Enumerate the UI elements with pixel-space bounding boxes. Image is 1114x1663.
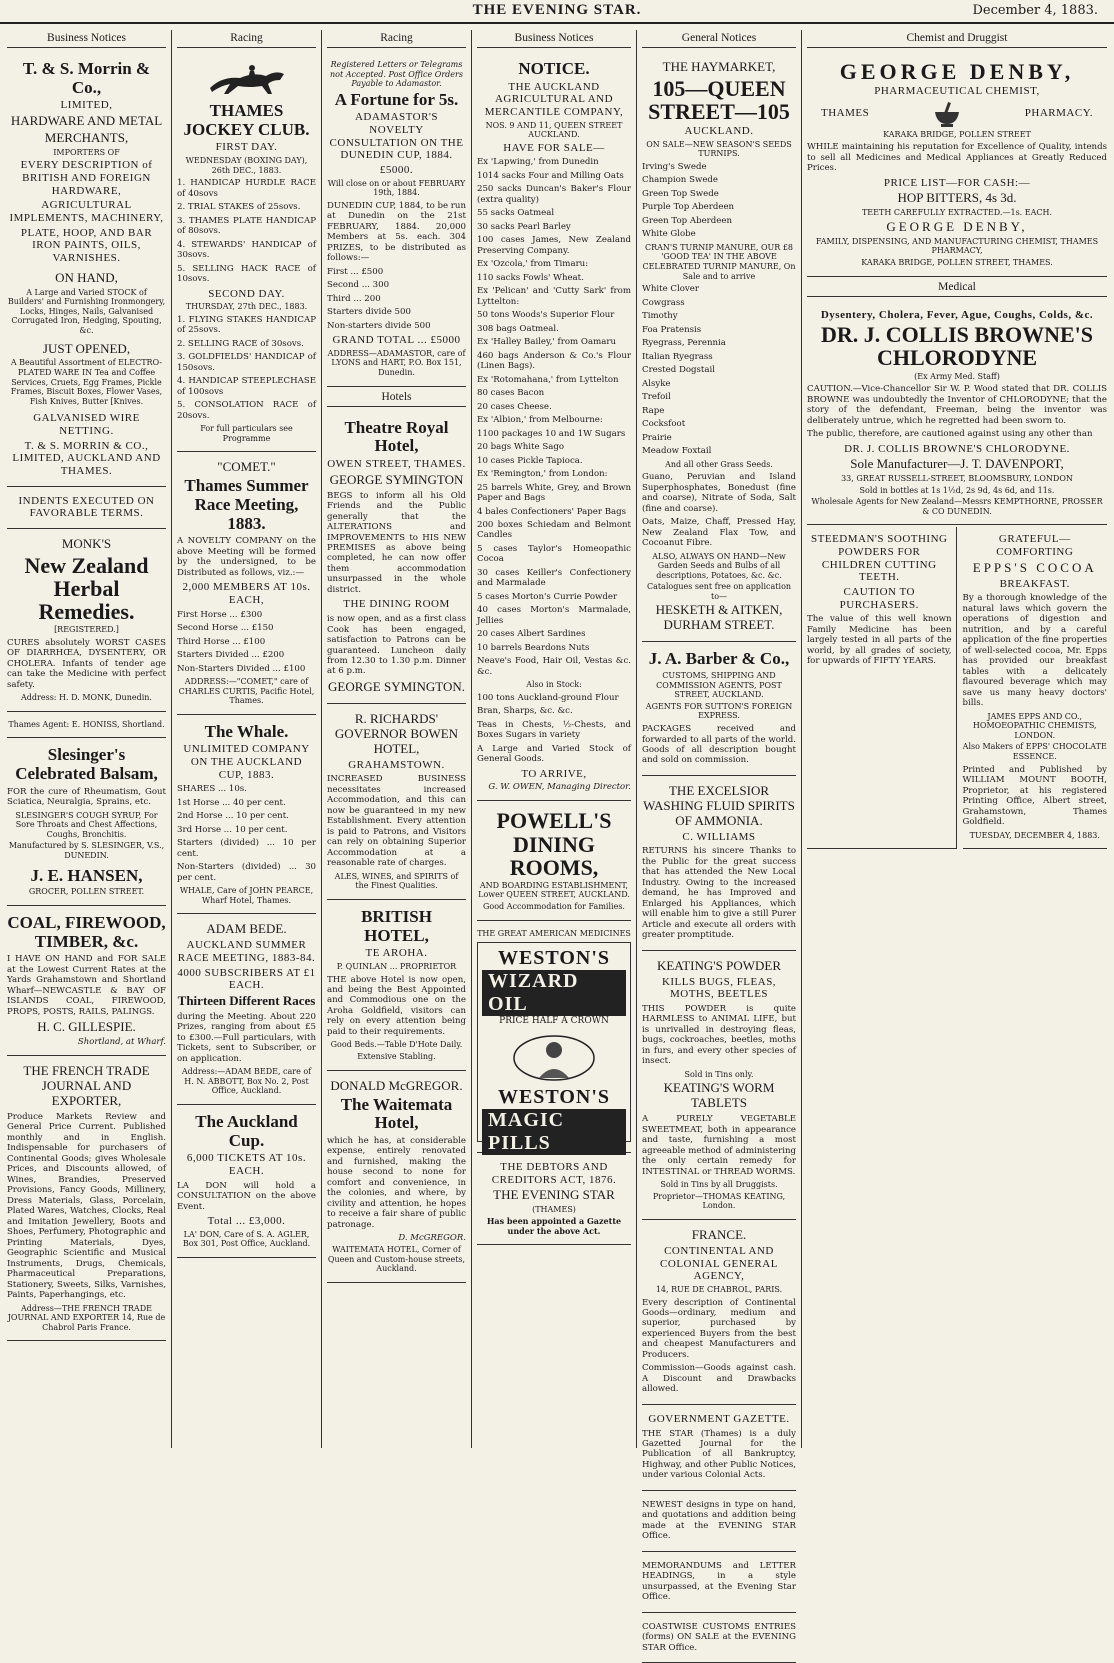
ad-coal: COAL, FIREWOOD, TIMBER, &c. I HAVE ON HAND and FOR SALE at the Lowest Current Rates at the Yards Grahamstown and Shortland Wharf—NEWCASTLE & BAY OF ISLANDS COAL, FIREWOOD, PROPS, POSTS, RAILS, PALINGS. H. C. GILLESPIE. Shortland, at Wharf. — [7, 908, 166, 1056]
ad-george-denby: GEORGE DENBY, PHARMACEUTICAL CHEMIST, THAMES PHARMACY. KARAKA BRIDGE, POLLEN STREET WHILE maintaining his reputation for Excellence of Quality, intends to sell all Medicines and Medical Appliances at Greatly Reduced Prices. PRICE LIST—FOR CASH:— HOP BITTERS, 4s 3d. TEETH CAREFULLY EXTRACTED.—1s. EACH. GEORGE DENBY, FAMILY, DISPENSING, AND MANUFACTURING CHEMIST, THAMES PHARMACY, KARAKA BRIDGE, POLLEN STREET, THAMES. — [807, 54, 1107, 277]
ad-government-gazette: GOVERNMENT GAZETTE. THE STAR (Thames) is a duly Gazetted Journal for the Publication of all Bankruptcy, Highway, and other Public Notices, under various Colonial Acts. — [642, 1407, 796, 1491]
issue-date: December 4, 1883. — [972, 3, 1098, 18]
ad-debtors-act: THE DEBTORS AND CREDITORS ACT, 1876. THE EVENING STAR (THAMES) Has been appointed a Gazette under the above Act. — [477, 1155, 631, 1245]
column-general-notices — [637, 30, 802, 1653]
ad-governor-bowen-hotel: R. RICHARDS' GOVERNOR BOWEN HOTEL, GRAHAMSTOWN. INCREASED BUSINESS necessitates increased Accommodation, and this can now be guaranteed in my new Establishment. Every attention is paid to Patrons, and Visitors can rely on obtaining Superior Accommodation at a reasonable rate of charges. ALES, WINES, and SPIRITS of the Finest Qualities. — [327, 706, 466, 900]
ad-british-hotel: BRITISH HOTEL, TE AROHA. P. QUINLAN ... PROPRIETOR THE above Hotel is now open, and being the Best Appointed and Commodious one on the Aroha Goldfield, visitors can rely on every attention being paid to their requirements. Good Beds.—Table D'Hote Daily. Extensive Stabling. — [327, 902, 466, 1071]
ad-memorandums: MEMORANDUMS and LETTER HEADINGS, in a style unsurpassed, at the Evening Star Office. — [642, 1554, 796, 1613]
ad-theatre-royal-hotel: Theatre Royal Hotel, OWEN STREET, THAMES. GEORGE SYMINGTON BEGS to inform all his Old Friends and the Public generally that the ALTERATIONS and IMPROVEMENTS to HIS NEW PREMISES as above being completed, he can now offer them accommodation unsurpassed in the whole district. THE DINING ROOM is now open, and as a first class Cook has been engaged, satisfaction to Patrons can be guaranteed. Luncheon daily from 12.30 to 1.30 p.m. Dinner at 6 p.m. GEORGE SYMINGTON. — [327, 413, 466, 704]
mortar-pestle-icon — [929, 100, 965, 128]
section-header-hotels: Hotels — [327, 389, 466, 407]
ad-monk: MONK'S New Zealand Herbal Remedies. [REGISTERED.] CURES absolutely WORST CASES OF DIARRHŒA, DYSENTERY, OR CHOLERA. Infants of tender age can take the Medicine with perfect safety. Address: H. D. MONK, Dunedin. — [7, 531, 166, 712]
column-header: Racing — [327, 30, 466, 48]
ad-excelsior: THE EXCELSIOR WASHING FLUID SPIRITS OF AMMONIA. C. WILLIAMS RETURNS his sincere Thanks to the Public for the great success that has attended the New Local Industry. Owing to the increased demand, he has Improved and Enlarged his Appliances, which will enable him to give a still Purer Article and execute all orders with greater promptitude. — [642, 778, 796, 951]
column-header: General Notices — [642, 30, 796, 48]
ad-waitemata-hotel: DONALD McGREGOR. The Waitemata Hotel, which he has, at considerable expense, entirely renovated and furnished, making the house second to none for comfort and convenience, in the colonies, and where, by civility and attention, he hopes to receive a fair share of public patronage. D. McGREGOR. WAITEMATA HOTEL, Corner of Queen and Custom-house streets, Auckland. — [327, 1073, 466, 1283]
horse-rider-icon — [202, 60, 292, 100]
column-racing-1 — [172, 30, 322, 1448]
ad-thames-jockey-club: THAMES JOCKEY CLUB. FIRST DAY. WEDNESDAY (BOXING DAY), 26th DEC., 1883. 1. HANDICAP HURDLE RACE of 40sovs 2. TRIAL STAKES of 25sovs. 3. THAMES PLATE HANDICAP of 80sovs. 4. STEWARDS' HANDICAP of 30sovs. 5. SELLING HACK RACE of 10sovs. SECOND DAY. THURSDAY, 27th DEC., 1883. 1. FLYING STAKES HANDICAP of 25sovs. 2. SELLING RACE of 30sovs. 3. GOLDFIELDS' HANDICAP of 150sovs. 4. HANDICAP STEEPLECHASE of 100sovs 5. CONSOLATION RACE of 20sovs. For full particulars see Programme — [177, 54, 316, 452]
column-racing-2 — [322, 30, 472, 1448]
ad-title: T. & S. Morrin & Co., — [22, 59, 151, 97]
ad-newest-designs: NEWEST designs in type on hand, and quotations and addition being made at the EVENING STAR Office. — [642, 1493, 796, 1552]
ad-adam-bede: ADAM BEDE. AUCKLAND SUMMER RACE MEETING, 1883-84. 4000 SUBSCRIBERS AT £1 EACH. Thirteen Different Races during the Meeting. About 220 Prizes, ranging from about £5 to £300.—Full particulars, with Tickets, sent to Subscriber, or on application. Address:—ADAM BEDE, care of H. N. ABBOTT, Box No. 2, Post Office, Auckland. — [177, 916, 316, 1105]
column-header: Business Notices — [7, 30, 166, 48]
ad-agent: Thames Agent: E. HONISS, Shortland. — [7, 714, 166, 739]
ad-steedman: STEEDMAN'S SOOTHING POWDERS FOR CHILDREN CUTTING TEETH. CAUTION TO PURCHASERS. The value of this well known Family Medicine has been largely tested in all parts of the world, by all grades of society, for upwards of FIFTY YEARS. — [807, 527, 957, 849]
ad-auckland-cup: The Auckland Cup. 6,000 TICKETS AT 10s. EACH. LA DON will hold a CONSULTATION on the above Event. Total ... £3,000. LA' DON, Care of S. A. AGLER, Box 301, Post Office, Auckland. — [177, 1107, 316, 1258]
column-header: Chemist and Druggist — [807, 30, 1107, 48]
ad-auckland-agricultural: NOTICE. THE AUCKLAND AGRICULTURAL AND MERCANTILE COMPANY, NOS. 9 AND 11, QUEEN STREET AUCKLAND. HAVE FOR SALE— Ex 'Lapwing,' from Dunedin 1014 sacks Four and Milling Oats 250 sacks Duncan's Baker's Flour (extra quality) 55 sacks Oatmeal 30 sacks Pearl Barley 100 cases James, New Zealand Preserving Company. Ex 'Ozcola,' from Timaru: 110 sacks Fowls' Wheat. Ex 'Pelican' and 'Cutty Sark' from Lyttelton: 50 tons Woods's Superior Flour 308 bags Oatmeal. Ex 'Halley Bailey,' from Oamaru 460 bags Anderson & Co.'s Flour (Linen Bags). Ex 'Rotomahana,' from Lyttelton 80 cases Bacon 20 cases Cheese. Ex 'Albion,' from Melbourne: 1100 packages 10 and 1W Sugars 20 bags White Sago 10 cases Pickle Tapioca. Ex 'Remington,' from London: 25 barrels White, Grey, and Brown Paper and Bags 4 bales Confectioners' Paper Bags 200 boxes Schiedam and Belmont Candles 5 cases Taylor's Homeopathic Cocoa 30 cases Keiller's Confectionery and Marmalade 5 cases Morton's Currie Powder 40 cases Morton's Marmalade, Jellies 20 cases Albert Sardines 10 barrels Beardons Nuts Neave's Food, Hair Oil, Vestas &c. &c. Also in Stock: 100 tons Auckland-ground Flour Bran, Sharps, &c. &c. Teas in Chests, ½-Chests, and Boxes Sugars in variety A Large and Varied Stock of General Goods. TO ARRIVE, G. W. OWEN, Managing Director. — [477, 54, 631, 801]
newspaper-title: THE EVENING STAR. — [472, 2, 642, 18]
ad-french-journal: THE FRENCH TRADE JOURNAL AND EXPORTER, Produce Markets Review and General Price Current. Published monthly and in English. Indispensable for purchasers of Continental Goods; gives Wholesale Prices, and Discounts allowed, of Wines, Brandies, Preserved Provisions, Fancy Goods, Millinery, Dress Materials, Glass, Porcelain, Plated Wares, Watches, Clocks, Real and Imitation Jewellery, Boots and Shoes, Perfumery, Photographic and Printing Materials, Dyes, Geographic Scientific and Musical Instruments, Drugs, Chemicals, Pharmaceutical Preparations, Stationery, Sweets, Silks, Varnishes, Paints, Paperhangings, etc. Address—THE FRENCH TRADE JOURNAL AND EXPORTER 14, Rue de Chabrol Paris France. — [7, 1058, 166, 1341]
ad-weston-medicines: THE GREAT AMERICAN MEDICINES WESTON'S WIZARD OIL PRICE HALF A CROWN WESTON'S MAGIC PILLS — [477, 923, 631, 1154]
ad-coastwise: COASTWISE CUSTOMS ENTRIES (forms) ON SALE at the EVENING STAR Office. — [642, 1615, 796, 1663]
ad-adamastor: Registered Letters or Telegrams not Accepted. Post Office Orders Payable to Adamastor. A Fortune for 5s. ADAMASTOR'S NOVELTY CONSULTATION ON THE DUNEDIN CUP, 1884. £5000. Will close on or about FEBRUARY 19th, 1884. DUNEDIN CUP, 1884, to be run at Dunedin on the 21st FEBRUARY, 1884. 20,000 Members at 5s. each. 304 PRIZES, to be distributed as follows:— First ... £500 Second ... 300 Third ... 200 Starters divide 500 Non-starters divide 500 GRAND TOTAL ... £5000 ADDRESS—ADAMASTOR, care of LYONS and HART, P.O. Box 151, Dunedin. — [327, 54, 466, 387]
masthead — [0, 0, 1114, 24]
ad-keating: KEATING'S POWDER KILLS BUGS, FLEAS, MOTHS, BEETLES THIS POWDER is quite HARMLESS to ANIMAL LIFE, but is unrivalled in destroying fleas, bugs, cockroaches, beetles, moths in furs, and every other species of insect. Sold in Tins only. KEATING'S WORM TABLETS A PURELY VEGETABLE SWEETMEAT, both in appearance and taste, furnishing a most agreeable method of administering the only certain remedy for INTESTINAL or THREAD WORMS. Sold in Tins by all Druggists. Proprietor—THOMAS KEATING, London. — [642, 953, 796, 1220]
ad-comet: "COMET." Thames Summer Race Meeting, 1883. A NOVELTY COMPANY on the above Meeting will be formed by the undersigned, to be Distributed as follows, viz.:— 2,000 MEMBERS AT 10s. EACH, First Horse ... £300 Second Horse ... £150 Third Horse ... £100 Starters Divided ... £200 Non-Starters Divided ... £100 ADDRESS:—"COMET," care of CHARLES CURTIS, Pacific Hotel, Thames. — [177, 454, 316, 714]
ad-barber: J. A. Barber & Co., CUSTOMS, SHIPPING AND COMMISSION AGENTS, POST STREET, AUCKLAND. AGENTS FOR SUTTON'S FOREIGN EXPRESS. PACKAGES received and forwarded to all parts of the world. Goods of all description bought and sold on commission. — [642, 644, 796, 776]
column-header: Racing — [177, 30, 316, 48]
column-business-notices-2 — [472, 30, 637, 1448]
ad-collis-browne: Dysentery, Cholera, Fever, Ague, Coughs, Colds, &c. DR. J. COLLIS BROWNE'S CHLORODYNE (Ex Army Med. Staff) CAUTION.—Vice-Chancellor Sir W. P. Wood stated that DR. COLLIS BROWNE was undoubtedly the Inventor of CHLORODYNE; that the story of the defendant, Freeman, being the inventor was deliberately untrue, which he regretted had been sworn to. The public, therefore, are cautioned against using any other than DR. J. COLLIS BROWNE'S CHLORODYNE. Sole Manufacturer—J. T. DAVENPORT, 33, GREAT RUSSELL-STREET, BLOOMSBURY, LONDON Sold in bottles at 1s 1½d, 2s 9d, 4s 6d, and 11s. Wholesale Agents for New Zealand—Messrs KEMPTHORNE, PROSSER & CO DUNEDIN. — [807, 303, 1107, 526]
ad-morrin: T. & S. Morrin & Co., LIMITED, HARDWARE AND METAL MERCHANTS, IMPORTERS OF EVERY DESCRIPTION of BRITISH AND FOREIGN HARDWARE, AGRICULTURAL IMPLEMENTS, MACHINERY, PLATE, HOOP, AND BAR IRON PAINTS, OILS, VARNISHES. ON HAND, A Large and Varied STOCK of Builders' and Furnishing Ironmongery, Locks, Hinges, Nails, Galvanised Corrugated Iron, Hedging, Spouting, &c. JUST OPENED, A Beautiful Assortment of ELECTRO-PLATED WARE IN Tea and Coffee Services, Cruets, Egg Frames, Pickle Frames, Biscuit Boxes, Flower Vases, Fish Knives, Butter [Knives. GALVANISED WIRE NETTING. T. & S. MORRIN & CO., LIMITED, AUCKLAND AND THAMES. — [7, 54, 166, 487]
engraving-figure-icon — [499, 1026, 609, 1086]
ad-haymarket: THE HAYMARKET, 105—QUEEN STREET—105 AUCKLAND. ON SALE—NEW SEASON'S SEEDS TURNIPS. Irving's Swede Champion Swede Green Top Swede Purple Top Aberdeen Green Top Aberdeen White Globe CRAN'S TURNIP MANURE, OUR £8 'GOOD TEA' IN THE ABOVE CELEBRATED TURNIP MANURE, On Sale and to arrive White Clover Cowgrass Timothy Foa Pratensis Ryegrass, Perennia Italian Ryegrass Crested Dogstail Alsyke Trefoil Rape Cocksfoot Prairie Meadow Foxtail And all other Grass Seeds. Guano, Peruvian and Island Superphosphates, Bonedust (fine and coarse), Nitrate of Soda, Salt (fine and coarse). Oats, Maize, Chaff, Pressed Hay, New Zealand Flax Tow, and Cocoanut Fibre. ALSO, ALWAYS ON HAND—New Garden Seeds and Bulbs of all descriptions, Potatoes, &c. &c. Catalogues sent free on application to— HESKETH & AITKEN, DURHAM STREET. — [642, 54, 796, 642]
section-header-medical: Medical — [807, 279, 1107, 297]
column-business-notices-1 — [2, 30, 172, 1448]
ad-france-agency: FRANCE. CONTINENTAL AND COLONIAL GENERAL AGENCY, 14, RUE DE CHABROL, PARIS. Every description of Continental Goods—ordinary, medium and superior, purchased by experienced Buyers from the best and cheapest Manufacturers and Producers. Commission—Goods against cash. A Discount and Drawbacks allowed. — [642, 1222, 796, 1405]
column-header: Business Notices — [477, 30, 631, 48]
columns — [2, 30, 1112, 1653]
ad-slesinger: Slesinger's Celebrated Balsam, FOR the cure of Rheumatism, Gout Sciatica, Neuralgia, Sprains, etc. SLESINGER'S COUGH SYRUP, For Sore Throats and Chest Affections, Coughs, Bronchitis. Manufactured by S. SLESINGER, V.S., DUNEDIN. J. E. HANSEN, GROCER, POLLEN STREET. — [7, 740, 166, 906]
weston-illustration: WESTON'S WIZARD OIL PRICE HALF A CROWN WESTON'S MAGIC PILLS — [477, 942, 631, 1142]
column-chemist — [802, 30, 1112, 1448]
ad-whale: The Whale. UNLIMITED COMPANY ON THE AUCKLAND CUP, 1883. SHARES ... 10s. 1st Horse ... 40 per cent. 2nd Horse ... 10 per cent. 3rd Horse ... 10 per cent. Starters (divided) ... 10 per cent. Non-Starters (divided) ... 30 per cent. WHALE, Care of JOHN PEARCE, Wharf Hotel, Thames. — [177, 717, 316, 915]
ad-indents: INDENTS EXECUTED ON FAVORABLE TERMS. — [7, 489, 166, 529]
ad-epps-cocoa: GRATEFUL—COMFORTING EPPS'S COCOA BREAKFAST. By a thorough knowledge of the natural laws which govern the operations of digestion and nutrition, and by a careful application of the fine properties of well-selected cocoa, Mr. Epps has provided our breakfast tables with a delicately flavoured beverage which may save us many heavy doctors' bills. JAMES EPPS AND CO., HOMOEOPATHIC CHEMISTS, LONDON. Also Makers of EPPS' CHOCOLATE ESSENCE. Printed and Published by WILLIAM MOUNT BOOTH, Proprietor, at his registered Printing Office, Albert street, Grahamstown, Thames Goldfield. TUESDAY, DECEMBER 4, 1883. — [963, 527, 1108, 849]
ad-powells-dining: POWELL'S DINING ROOMS, AND BOARDING ESTABLISHMENT, Lower QUEEN STREET, AUCKLAND. Good Accommodation for Families. — [477, 803, 631, 920]
